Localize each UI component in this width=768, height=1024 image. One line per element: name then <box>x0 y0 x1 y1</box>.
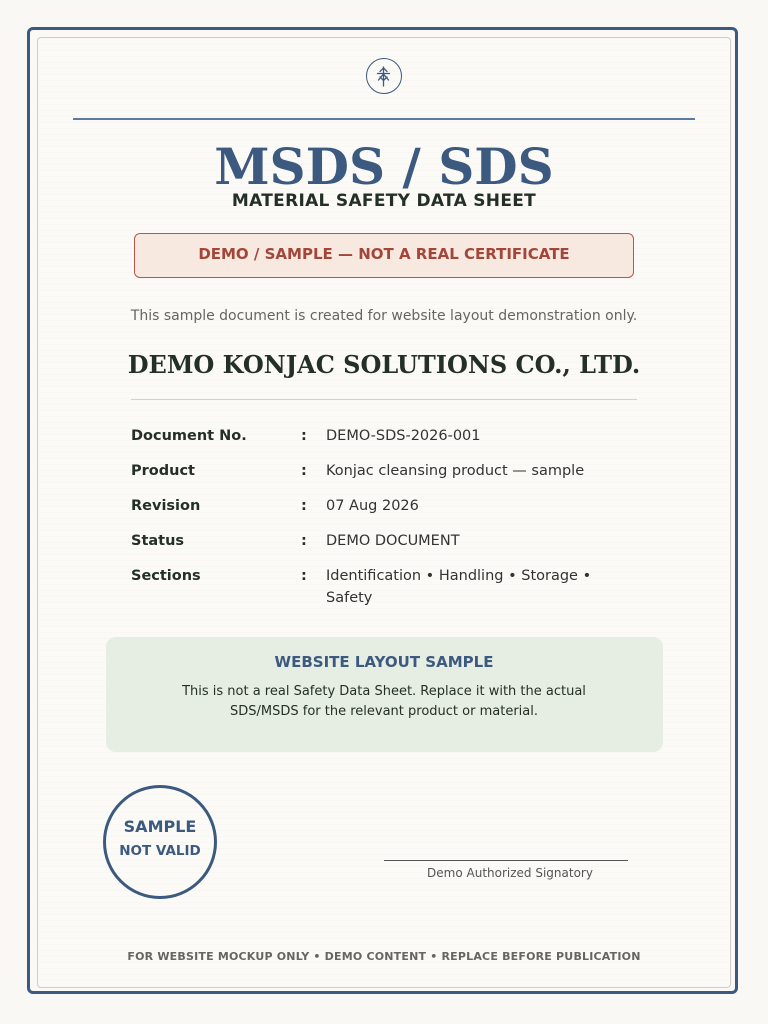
seal-line-2: NOT VALID <box>119 843 201 859</box>
konjac-plant-icon <box>366 58 402 94</box>
sample-seal-stamp <box>103 785 217 899</box>
field-separator: : <box>301 533 307 549</box>
field-separator: : <box>301 428 307 444</box>
note-body: This is not a real Safety Data Sheet. Replace it with the actual SDS/MSDS for the relevant product or material. <box>182 684 586 719</box>
signature-line <box>384 860 628 861</box>
company-divider <box>131 399 637 400</box>
field-label: Document No. <box>131 428 247 444</box>
footer-disclaimer: FOR WEBSITE MOCKUP ONLY • DEMO CONTENT • REPLACE BEFORE PUBLICATION <box>127 950 641 963</box>
field-label: Sections <box>131 568 201 584</box>
field-value: 07 Aug 2026 <box>326 498 419 514</box>
field-value: Identification • Handling • Storage • Safety <box>326 568 592 606</box>
field-separator: : <box>301 568 307 584</box>
field-label: Revision <box>131 498 201 514</box>
signature-label: Demo Authorized Signatory <box>427 866 593 880</box>
field-value: DEMO-SDS-2026-001 <box>326 428 481 444</box>
field-value: Konjac cleansing product — sample <box>326 463 585 479</box>
note-title: WEBSITE LAYOUT SAMPLE <box>274 653 494 671</box>
field-separator: : <box>301 498 307 514</box>
field-label: Status <box>131 533 185 549</box>
company-name: DEMO KONJAC SOLUTIONS CO., LTD. <box>127 350 641 379</box>
field-value: DEMO DOCUMENT <box>326 533 460 549</box>
document-title: MSDS / SDS <box>214 137 554 196</box>
header-divider <box>73 118 695 120</box>
demo-warning-banner: DEMO / SAMPLE — NOT A REAL CERTIFICATE <box>134 233 634 278</box>
intro-text: This sample document is created for website layout demonstration only. <box>130 308 638 324</box>
field-label: Product <box>131 463 195 479</box>
document-subtitle: MATERIAL SAFETY DATA SHEET <box>231 191 537 211</box>
field-separator: : <box>301 463 307 479</box>
seal-line-1: SAMPLE <box>123 817 197 836</box>
